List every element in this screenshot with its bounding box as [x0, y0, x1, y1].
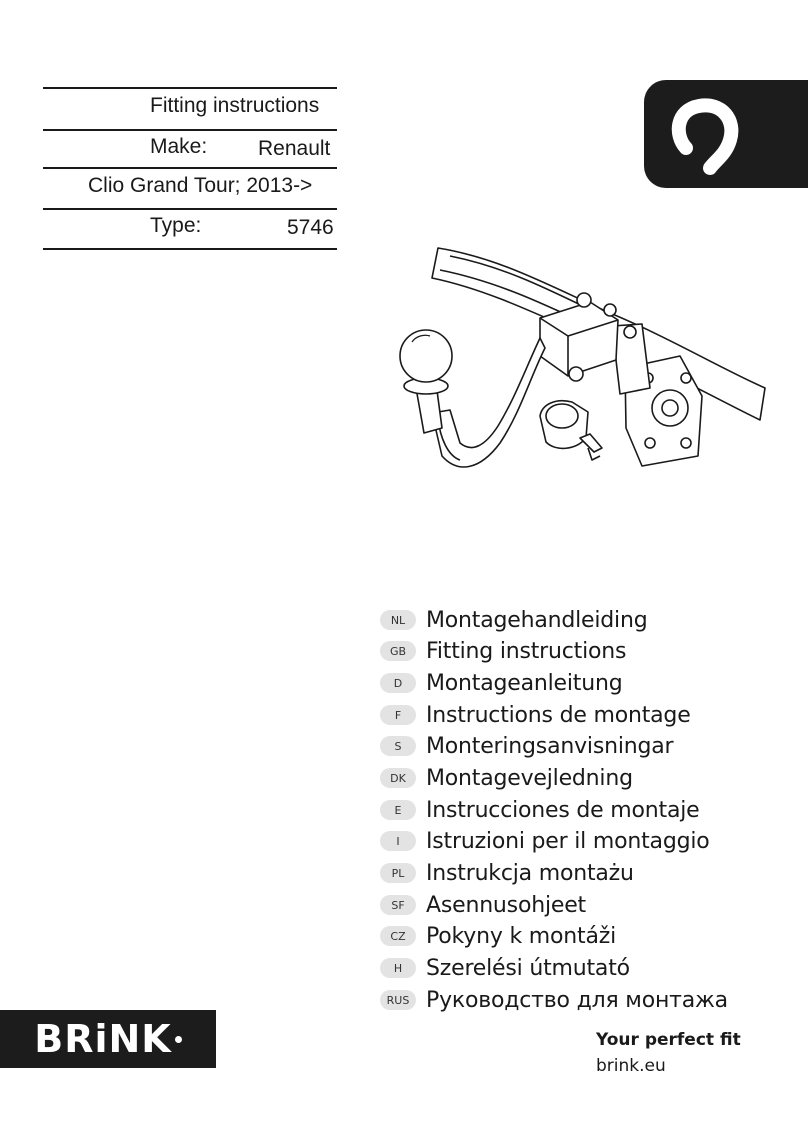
- lang-code-badge: PL: [380, 863, 416, 883]
- lang-row-d: [380, 668, 622, 698]
- lang-row-h: [380, 953, 630, 983]
- brink-logo: [0, 1010, 216, 1068]
- lang-row-s: [380, 731, 673, 761]
- lang-label: Руководство для монтажа: [426, 987, 728, 1013]
- lang-label: Asennusohjeet: [426, 892, 586, 918]
- header-rule-1: [43, 129, 337, 131]
- towbar-hook-icon: [644, 80, 808, 188]
- header-rule-bottom: [43, 248, 337, 250]
- lang-label: Montagevejledning: [426, 765, 633, 791]
- lang-code-badge: I: [380, 831, 416, 851]
- header-rule-2: [43, 167, 337, 169]
- lang-code-badge: CZ: [380, 926, 416, 946]
- lang-row-cz: [380, 921, 616, 951]
- lang-row-gb: [380, 636, 626, 666]
- lang-row-e: [380, 795, 700, 825]
- lang-code-badge: DK: [380, 768, 416, 788]
- lang-label: Montagehandleiding: [426, 607, 648, 633]
- lang-code-badge: E: [380, 800, 416, 820]
- lang-label: Szerelési útmutató: [426, 955, 630, 981]
- lang-code-badge: H: [380, 958, 416, 978]
- lang-code-badge: S: [380, 736, 416, 756]
- detachable-towbar-drawing: [380, 238, 770, 488]
- lang-row-sf: [380, 890, 586, 920]
- header-rule-3: [43, 208, 337, 210]
- lang-code-badge: SF: [380, 895, 416, 915]
- lang-label: Instrukcja montażu: [426, 860, 634, 886]
- header-rule-top: [43, 87, 337, 89]
- lang-label: Fitting instructions: [426, 638, 627, 664]
- doc-title: Fitting instructions: [150, 94, 320, 117]
- lang-row-f: [380, 700, 691, 730]
- lang-label: Pokyny k montáži: [426, 923, 617, 949]
- make-value: Renault: [258, 137, 331, 160]
- lang-row-pl: [380, 858, 634, 888]
- make-label: Make:: [150, 135, 208, 158]
- lang-code-badge: RUS: [380, 990, 416, 1010]
- brand-website: brink.eu: [596, 1056, 666, 1076]
- model-name: Clio Grand Tour; 2013->: [88, 174, 313, 197]
- lang-label: Monteringsanvisningar: [426, 733, 674, 759]
- brand-name: BRiNK: [34, 1017, 172, 1061]
- lang-code-badge: D: [380, 673, 416, 693]
- lang-row-nl: [380, 605, 647, 635]
- lang-row-rus: [380, 985, 728, 1015]
- brand-dot-icon: [175, 1036, 182, 1043]
- brand-tagline: Your perfect fit: [596, 1030, 741, 1050]
- lang-code-badge: GB: [380, 641, 416, 661]
- lang-code-badge: NL: [380, 610, 416, 630]
- lang-label: Instrucciones de montaje: [426, 797, 700, 823]
- type-value: 5746: [287, 216, 334, 239]
- lang-row-dk: [380, 763, 633, 793]
- lang-label: Montageanleitung: [426, 670, 623, 696]
- lang-code-badge: F: [380, 705, 416, 725]
- lang-label: Istruzioni per il montaggio: [426, 828, 710, 854]
- type-label: Type:: [150, 214, 202, 237]
- lang-label: Instructions de montage: [426, 702, 691, 728]
- lang-row-i: [380, 826, 710, 856]
